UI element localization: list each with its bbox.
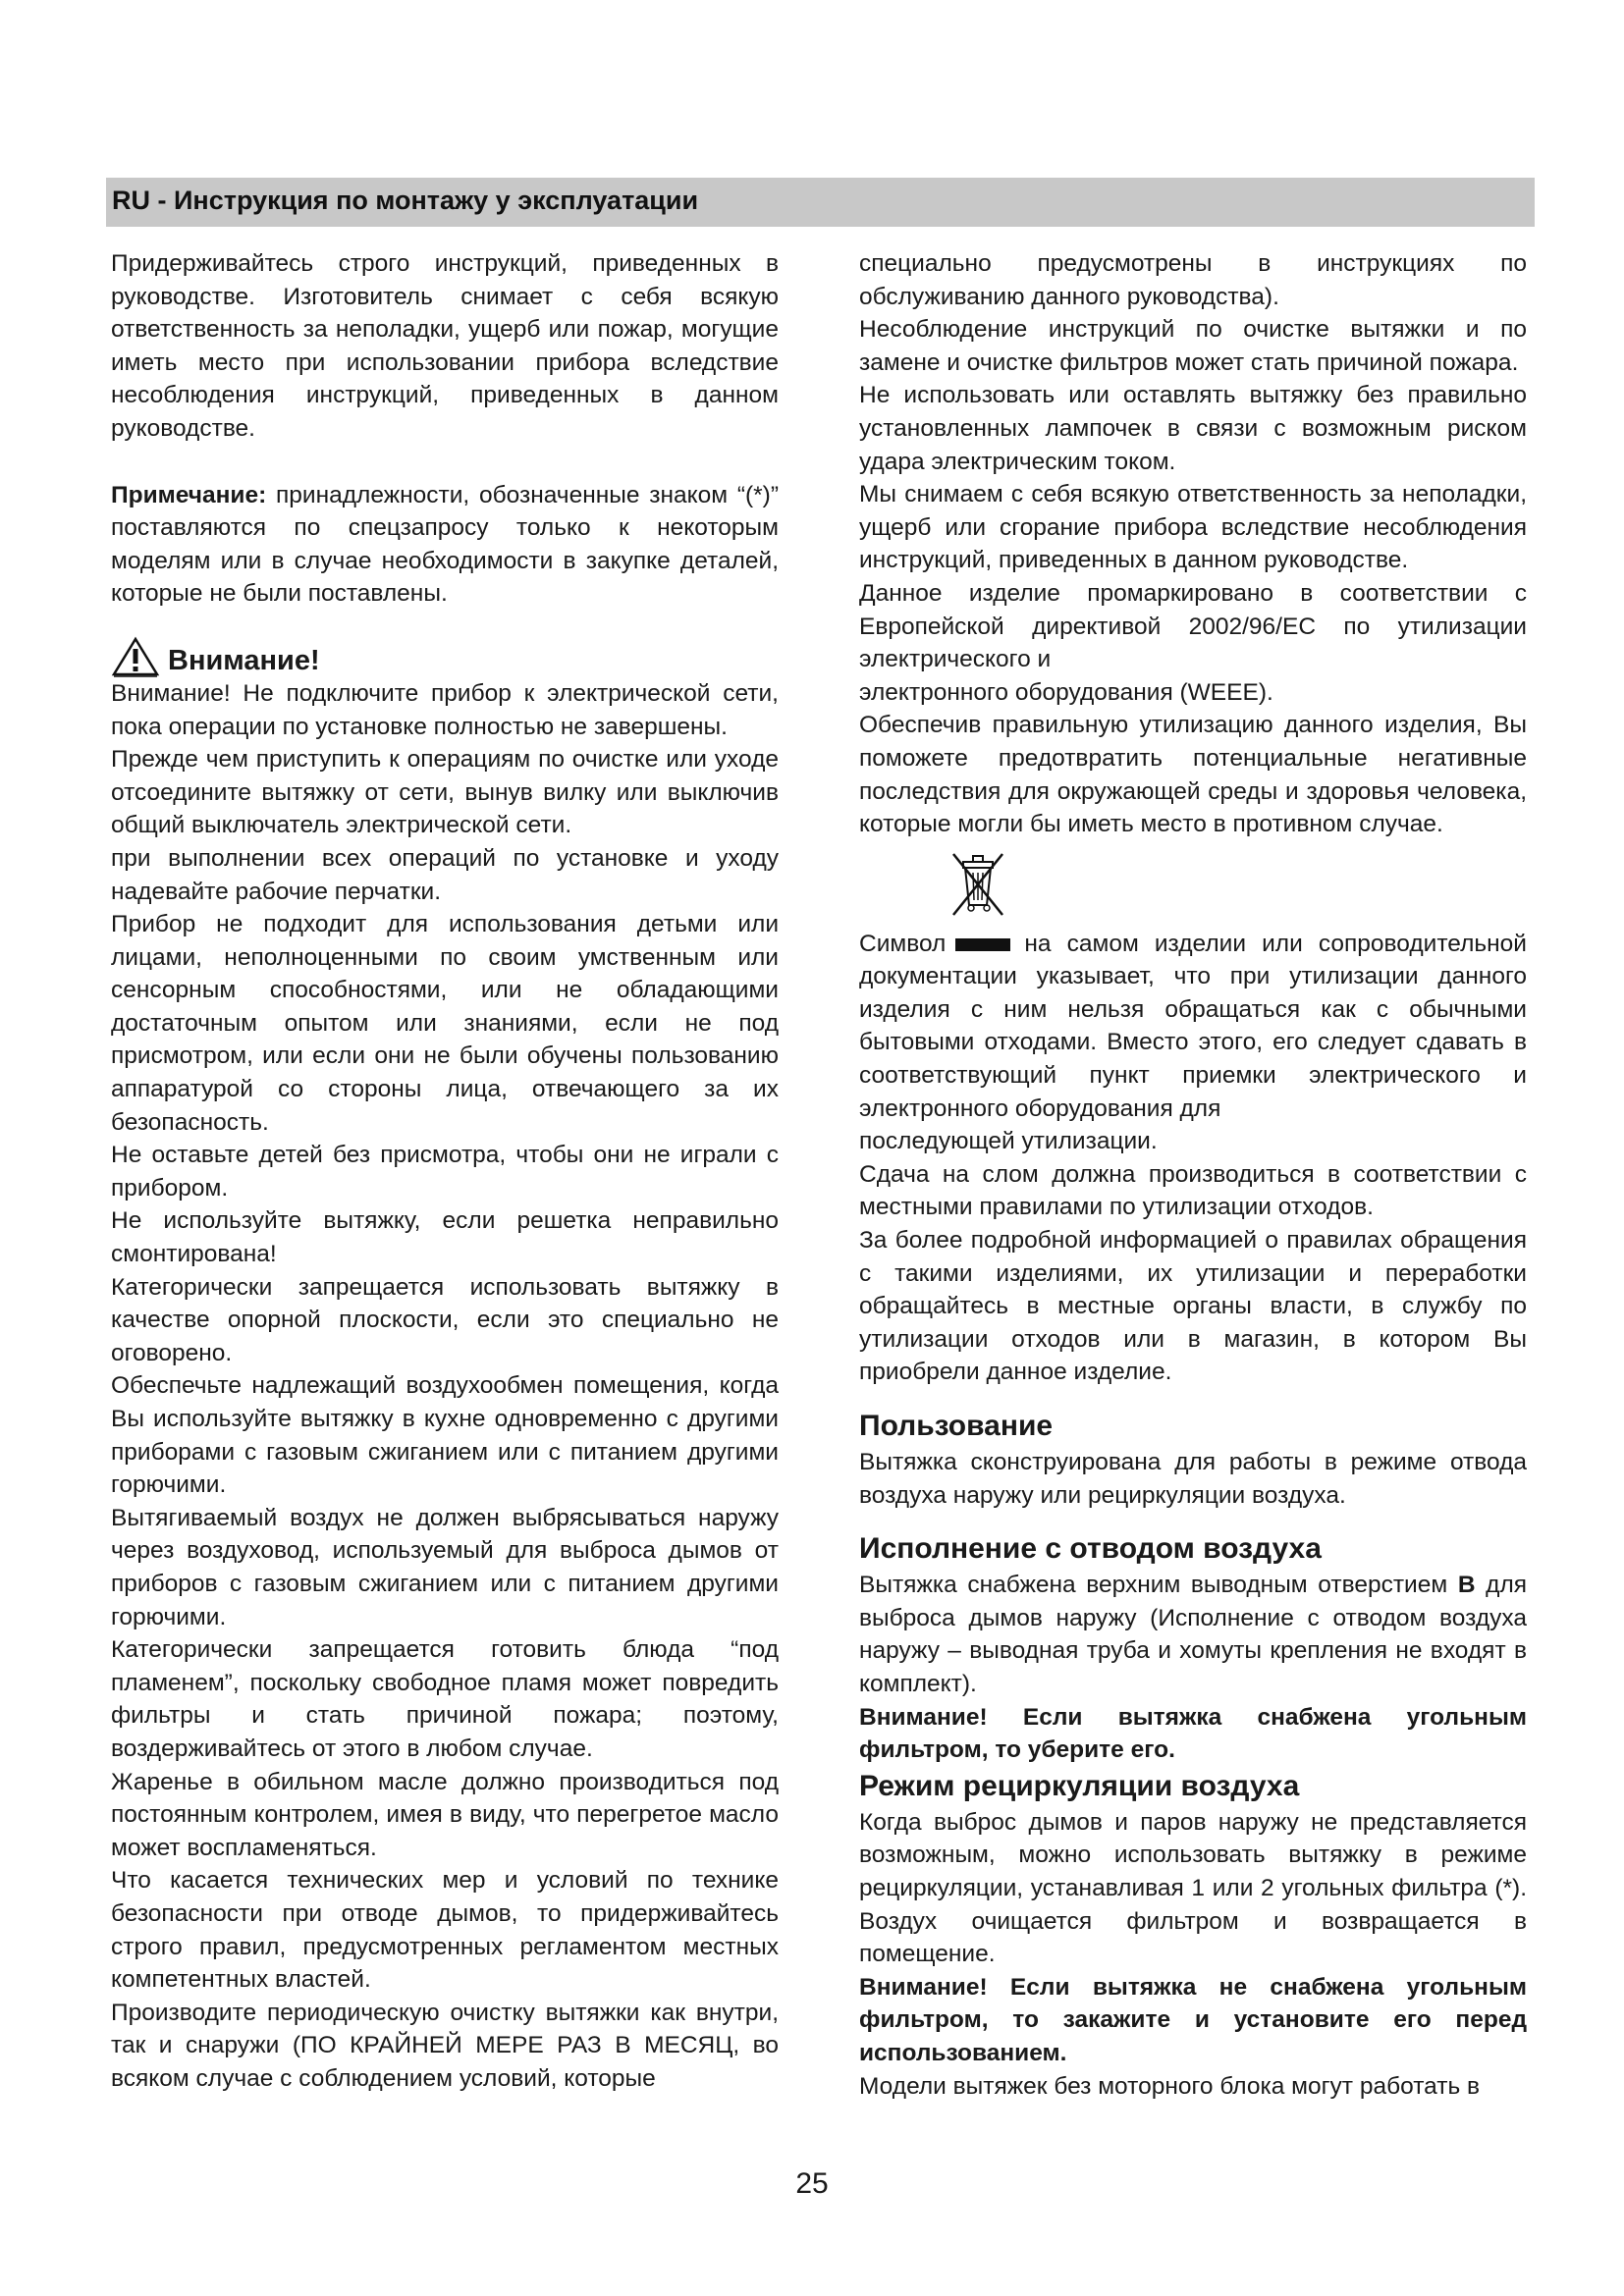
left-column — [111, 247, 779, 2095]
left-paragraph: Внимание! Не подключите прибор к электрической сети, пока операции по установке полностью не завершены. — [111, 679, 779, 740]
note-text: принадлежности, обозначенные знаком “(*)” поставляются по спецзапросу только к некоторым моделям или в случае необходимости в закупке деталей, которые не были поставлены. — [111, 481, 779, 608]
exhaust-text — [859, 1569, 1527, 1700]
exhaust-text-start: Вытяжка снабжена верхним выводным отверстием — [859, 1572, 1458, 1599]
last-paragraph: Модели вытяжек без моторного блока могут работать в — [859, 2072, 1481, 2100]
right-paragraph: специально предусмотрены в инструкциях по обслуживанию данного руководства). — [859, 250, 1527, 310]
warning-triangle-icon — [111, 636, 160, 677]
symbol-before: Символ — [859, 930, 947, 957]
usage-title: Пользование — [859, 1410, 1054, 1442]
left-paragraph: Обеспечьте надлежащий воздухообмен помещения, когда Вы используйте вытяжку в кухне одновременно с другими приборами с газовым сжиганием или с питанием другими горючими. — [111, 1372, 779, 1499]
crossed-out-bin-icon — [947, 846, 1008, 923]
right-paragraph: Несоблюдение инструкций по очистке вытяжки и по замене и очистке фильтров может стать причиной пожара. — [859, 316, 1527, 376]
left-paragraph: Категорически запрещается готовить блюда “под пламенем”, поскольку свободное пламя может повредить фильтры и стать причиной пожара; поэтому, воздерживайтесь от этого в любом случае. — [111, 1636, 779, 1762]
intro-paragraph: Придерживайтесь строго инструкций, приведенных в руководстве. Изготовитель снимает с себя всякую ответственность за неполадки, ущерб или пожар, могущие иметь место при использовании прибора вследствие несоблюдения инструкций, приведенных в данном руководстве. — [111, 250, 779, 442]
left-paragraph: Производите периодическую очистку вытяжки как внутри, так и снаружи (ПО КРАЙНЕЙ МЕРЕ РАЗ В МЕСЯЦ, во всяком случае с соблюдением условий, которые — [111, 1999, 779, 2092]
exhaust-text-end: для выброса дымов наружу (Исполнение с отводом воздуха наружу – выводная труба и хомуты крепления не входят в комплект). — [859, 1572, 1528, 1697]
warning-heading — [111, 628, 779, 677]
section-header — [106, 178, 1535, 227]
left-paragraph: Не используйте вытяжку, если решетка неправильно смонтирована! — [111, 1207, 779, 1268]
recirculation-warning-text: Внимание! Если вытяжка не снабжена угольным фильтром, то закажите и установите его перед использованием. — [859, 1973, 1527, 2066]
usage-text: Вытяжка сконструирована для работы в режиме отвода воздуха наружу или рециркуляции воздуха. — [859, 1449, 1527, 1509]
left-paragraph: Прибор не подходит для использования детьми или лицами, неполноценными по своим умственным или сенсорным способностями, или не обладающими достаточным опытом или знаниями, если не под присмотром, или если они не были обучены пользованию аппаратурой со стороны лица, отвечающего за их безопасность. — [111, 911, 779, 1136]
section-title: RU - Инструкция по монтажу у эксплуатации — [112, 186, 699, 215]
left-paragraph: Прежде чем приступить к операциям по очистке или уходе отсоедините вытяжку от сети, вынув вилку или выключив общий выключатель электрической сети. — [111, 746, 779, 839]
right-paragraph: Данное изделие промаркировано в соответствии с Европейской директивой 2002/96/EC по утилизации электрического и — [859, 579, 1527, 673]
right-paragraph: Мы снимаем с себя всякую ответственность за неполадки, ущерб или сгорание прибора вследствие несоблюдения инструкций, приведенных в данном руководстве. — [859, 481, 1527, 574]
right-paragraph: Сдача на слом должна производиться в соответствии с местными правилами по утилизации отходов. — [859, 1160, 1527, 1221]
right-paragraph: За более подробной информацией о правилах обращения с такими изделиями, их утилизации и переработки обращайтесь в местные органы власти, в службу по утилизации отходов или в магазин, в котором Вы приобрели данное изделие. — [859, 1227, 1527, 1386]
note-label: Примечание: — [111, 481, 267, 508]
symbol-after: на самом изделии или сопроводительной документации указывает, что при утилизации данного изделия с ним нельзя обращаться как с обычными бытовыми отходами. Вместо этого, его следует сдавать в соответствующий пункт приемки электрического и электронного оборудования для — [859, 930, 1527, 1122]
right-paragraph: Не использовать или оставлять вытяжку без правильно установленных лампочек в связи с возможным риском удара электрическим током. — [859, 382, 1527, 475]
exhaust-title: Исполнение с отводом воздуха — [859, 1532, 1322, 1566]
right-paragraph: электронного оборудования (WEEE). — [859, 678, 1273, 706]
black-bar-symbol — [955, 938, 1010, 951]
left-paragraph: Не оставьте детей без присмотра, чтобы они не играли с прибором. — [111, 1142, 779, 1201]
left-paragraph: Вытягиваемый воздух не должен выбрясываться наружу через воздуховод, используемый для выброса дымов от приборов с газовым сжиганием или с питанием другими горючими. — [111, 1504, 779, 1630]
symbol-paragraph — [859, 928, 1527, 1126]
left-paragraph: Категорически запрещается использовать вытяжку в качестве опорной плоскости, если это специально не оговорено. — [111, 1273, 779, 1366]
warning-title: Внимание! — [168, 644, 320, 676]
right-paragraph: последующей утилизации. — [859, 1128, 1158, 1155]
recirculation-warning — [859, 1971, 1527, 2070]
recirculation-text: Когда выброс дымов и паров наружу не представляется возможным, можно использовать вытяжку в режиме рециркуляции, устанавливая 1 или 2 угольных фильтра (*). Воздух очищается фильтром и возвращается в помещение. — [859, 1808, 1527, 1968]
note-paragraph — [111, 479, 779, 611]
right-column — [859, 247, 1527, 2103]
page-number: 25 — [795, 2167, 829, 2200]
left-paragraph: Что касается технических мер и условий по технике безопасности при отводе дымов, то придерживайтесь строго правил, предусмотренных регламентом местных компетентных властей. — [111, 1867, 779, 1994]
left-paragraph: Жаренье в обильном масле должно производиться под постоянным контролем, имея в виду, что перегретое масло может воспламеняться. — [111, 1768, 779, 1861]
exhaust-warning — [859, 1701, 1527, 1767]
left-paragraph: при выполнении всех операций по установке и уходу надевайте рабочие перчатки. — [111, 844, 779, 905]
exhaust-label-b: B — [1457, 1572, 1476, 1599]
recirculation-title: Режим рециркуляции воздуха — [859, 1769, 1300, 1802]
right-paragraph: Обеспечив правильную утилизацию данного изделия, Вы поможете предотвратить потенциальные негативные последствия для окружающей среды и здоровья человека, которые могли бы иметь место в противном случае. — [859, 712, 1527, 838]
exhaust-warning-text: Внимание! Если вытяжка снабжена угольным фильтром, то уберите его. — [859, 1703, 1527, 1764]
